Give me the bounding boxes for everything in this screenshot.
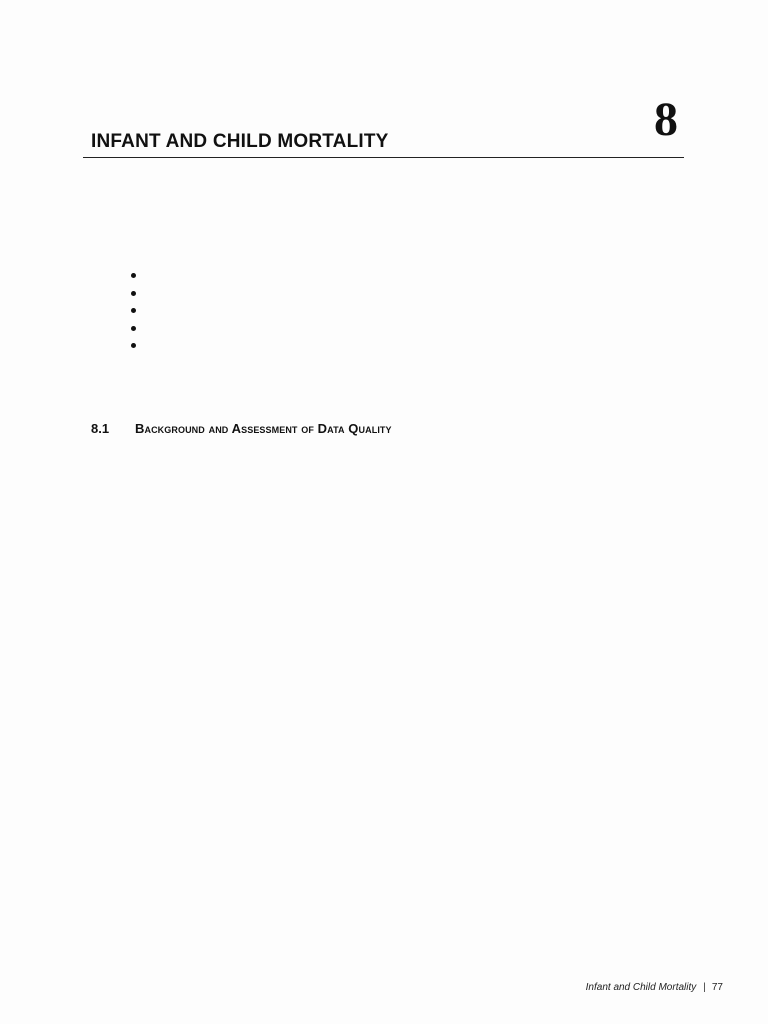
- bullet-item: [131, 302, 136, 320]
- section-number: 8.1: [91, 421, 110, 436]
- bullet-item: [131, 285, 136, 303]
- section-heading: [91, 421, 392, 436]
- footer-page-number: 77: [711, 982, 723, 993]
- chapter-number: 8: [654, 93, 678, 146]
- bullet-item: [131, 337, 136, 355]
- bullet-item: [131, 267, 136, 285]
- chapter-title-rule: [83, 157, 684, 158]
- bullet-icon: [131, 326, 136, 331]
- chapter-title: INFANT AND CHILD MORTALITY: [91, 131, 389, 152]
- bullet-icon: [131, 273, 136, 278]
- bullet-list: [131, 267, 136, 355]
- bullet-icon: [131, 343, 136, 348]
- bullet-icon: [131, 308, 136, 313]
- footer-separator: |: [703, 982, 706, 993]
- footer-running-title: Infant and Child Mortality: [585, 982, 697, 993]
- section-title: Background and Assessment of Data Quality: [135, 421, 392, 436]
- bullet-item: [131, 320, 136, 338]
- bullet-icon: [131, 291, 136, 296]
- page-footer: [586, 982, 723, 993]
